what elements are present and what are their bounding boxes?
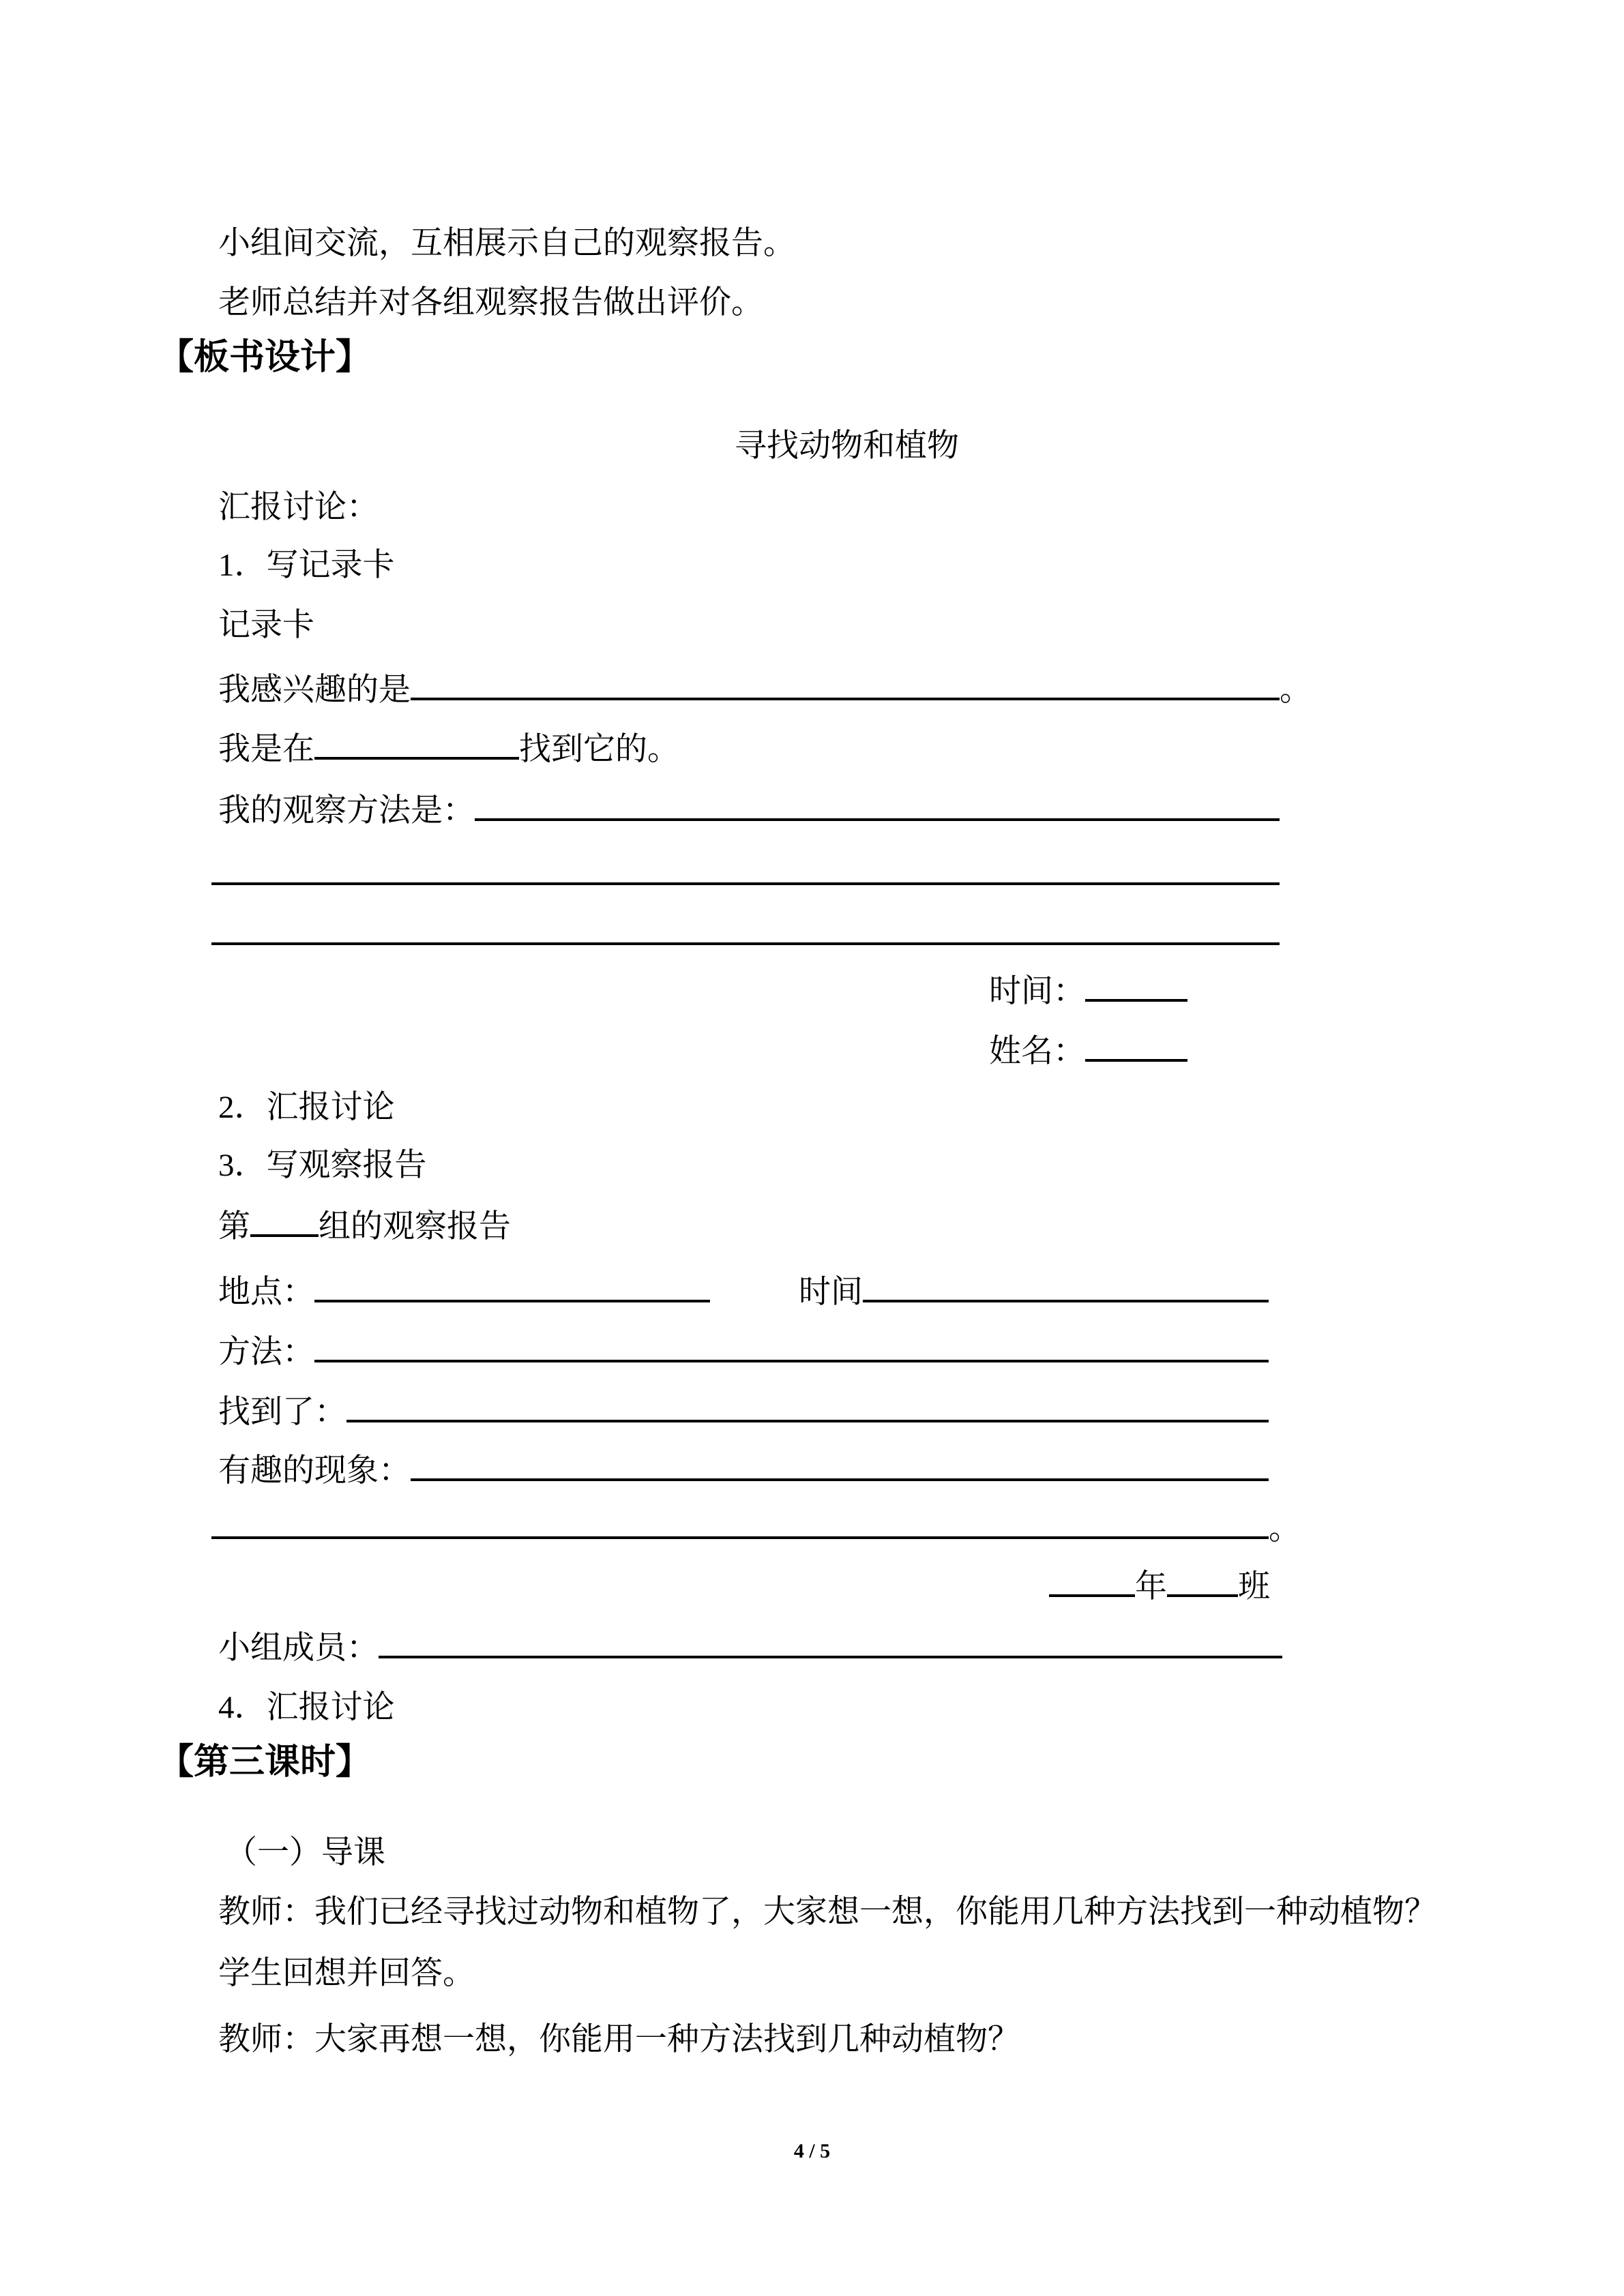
field-suffix: 组的观察报告: [319, 1209, 511, 1244]
phenomena-continuation-line: [211, 1509, 1301, 1549]
name-blank-line: [1085, 1059, 1187, 1062]
paragraph-teacher-summary: [218, 283, 763, 323]
field-label: 我的观察方法是：: [218, 793, 475, 829]
phenomena-line: [218, 1451, 1269, 1491]
paragraph-text: 教师：大家再想一想，你能用一种方法找到几种动植物？: [218, 2022, 1020, 2057]
blank-line: [211, 1536, 1269, 1539]
blank-line: [211, 882, 1280, 885]
field-label: 时间：: [989, 974, 1085, 1009]
period-text: 。: [1269, 1511, 1301, 1547]
board-item-1: [218, 546, 395, 586]
blank-continuation-line-2: [211, 915, 1280, 955]
heading-lesson-3: [158, 1740, 371, 1785]
location-blank-line: [314, 1300, 710, 1302]
found-place-line: [218, 730, 679, 770]
heading-text: 【板书设计】: [158, 338, 372, 377]
members-line: [218, 1628, 1282, 1669]
found-blank-line: [346, 1420, 1269, 1422]
board-item-4: [218, 1688, 395, 1728]
list-item-text: 4．汇报讨论: [218, 1690, 395, 1725]
title-text: 寻找动物和植物: [735, 428, 959, 464]
time-line: [989, 972, 1187, 1012]
time-blank-line: [863, 1300, 1269, 1302]
field-label: 找到了：: [218, 1395, 346, 1430]
group-report-title-line: [218, 1207, 511, 1247]
board-item-2: [218, 1088, 395, 1128]
interest-blank-line: [411, 698, 1280, 700]
list-item-text: 3．写观察报告: [218, 1148, 427, 1183]
field-label: 地点：: [218, 1274, 314, 1310]
field-label: 我感兴趣的是: [218, 672, 411, 708]
paragraph-text: 小组间交流，互相展示自己的观察报告。: [218, 226, 795, 261]
field-label: 有趣的现象：: [218, 1453, 411, 1489]
record-card-label: [218, 606, 314, 646]
class-blank-line: [1167, 1594, 1238, 1597]
student-answer-1: [218, 1954, 475, 1994]
blank-continuation-line-1: [211, 855, 1280, 895]
method-blank-line: [475, 818, 1280, 821]
paragraph-text: 教师：我们已经寻找过动物和植物了，大家想一想，你能用几种方法找到一种动植物？: [218, 1894, 1436, 1930]
page-number-text: 4 / 5: [793, 2140, 831, 2162]
label-text: 记录卡: [218, 608, 314, 643]
teacher-question-1: [218, 1892, 1436, 1933]
blank-line: [211, 942, 1280, 945]
method-line: [218, 1332, 1269, 1373]
list-item-text: 1．写记录卡: [218, 548, 395, 583]
field-label: 年: [1135, 1569, 1167, 1605]
page-number: [0, 2140, 1624, 2163]
label-text: 汇报讨论：: [218, 490, 379, 525]
teacher-question-2: [218, 2020, 1020, 2060]
heading-board-design: [158, 336, 371, 380]
name-line: [989, 1032, 1187, 1072]
heading-text: 【第三课时】: [158, 1743, 372, 1782]
field-label: 方法：: [218, 1335, 314, 1370]
field-label: 第: [218, 1209, 250, 1244]
observe-method-line: [218, 791, 1280, 831]
board-title: [735, 426, 959, 466]
paragraph-text: 老师总结并对各组观察报告做出评价。: [218, 285, 763, 320]
report-discuss-label: [218, 488, 379, 528]
field-label: 我是在: [218, 732, 314, 767]
board-item-3: [218, 1146, 427, 1186]
lesson3-intro-label: [225, 1833, 385, 1873]
year-class-line: [1049, 1567, 1270, 1607]
field-label: 姓名：: [989, 1034, 1085, 1069]
field-label: 时间: [799, 1274, 863, 1310]
location-time-line: [218, 1272, 1269, 1313]
field-label: 班: [1238, 1569, 1270, 1605]
place-blank-line: [314, 757, 519, 760]
phenomena-blank-line: [411, 1478, 1269, 1481]
label-text: （一）导课: [225, 1835, 385, 1870]
year-blank-line: [1049, 1594, 1135, 1597]
list-item-text: 2．汇报讨论: [218, 1090, 395, 1125]
field-suffix: 找到它的。: [519, 732, 679, 767]
found-line: [218, 1392, 1269, 1433]
group-number-blank-line: [250, 1234, 319, 1237]
period-text: 。: [1280, 672, 1312, 708]
field-label: 小组成员：: [218, 1630, 379, 1666]
interest-line: [218, 670, 1312, 711]
paragraph-text: 学生回想并回答。: [218, 1956, 475, 1991]
time-blank-line: [1085, 999, 1187, 1002]
paragraph-group-exchange: [218, 224, 795, 264]
members-blank-line: [379, 1656, 1282, 1658]
method-blank-line: [314, 1360, 1269, 1362]
